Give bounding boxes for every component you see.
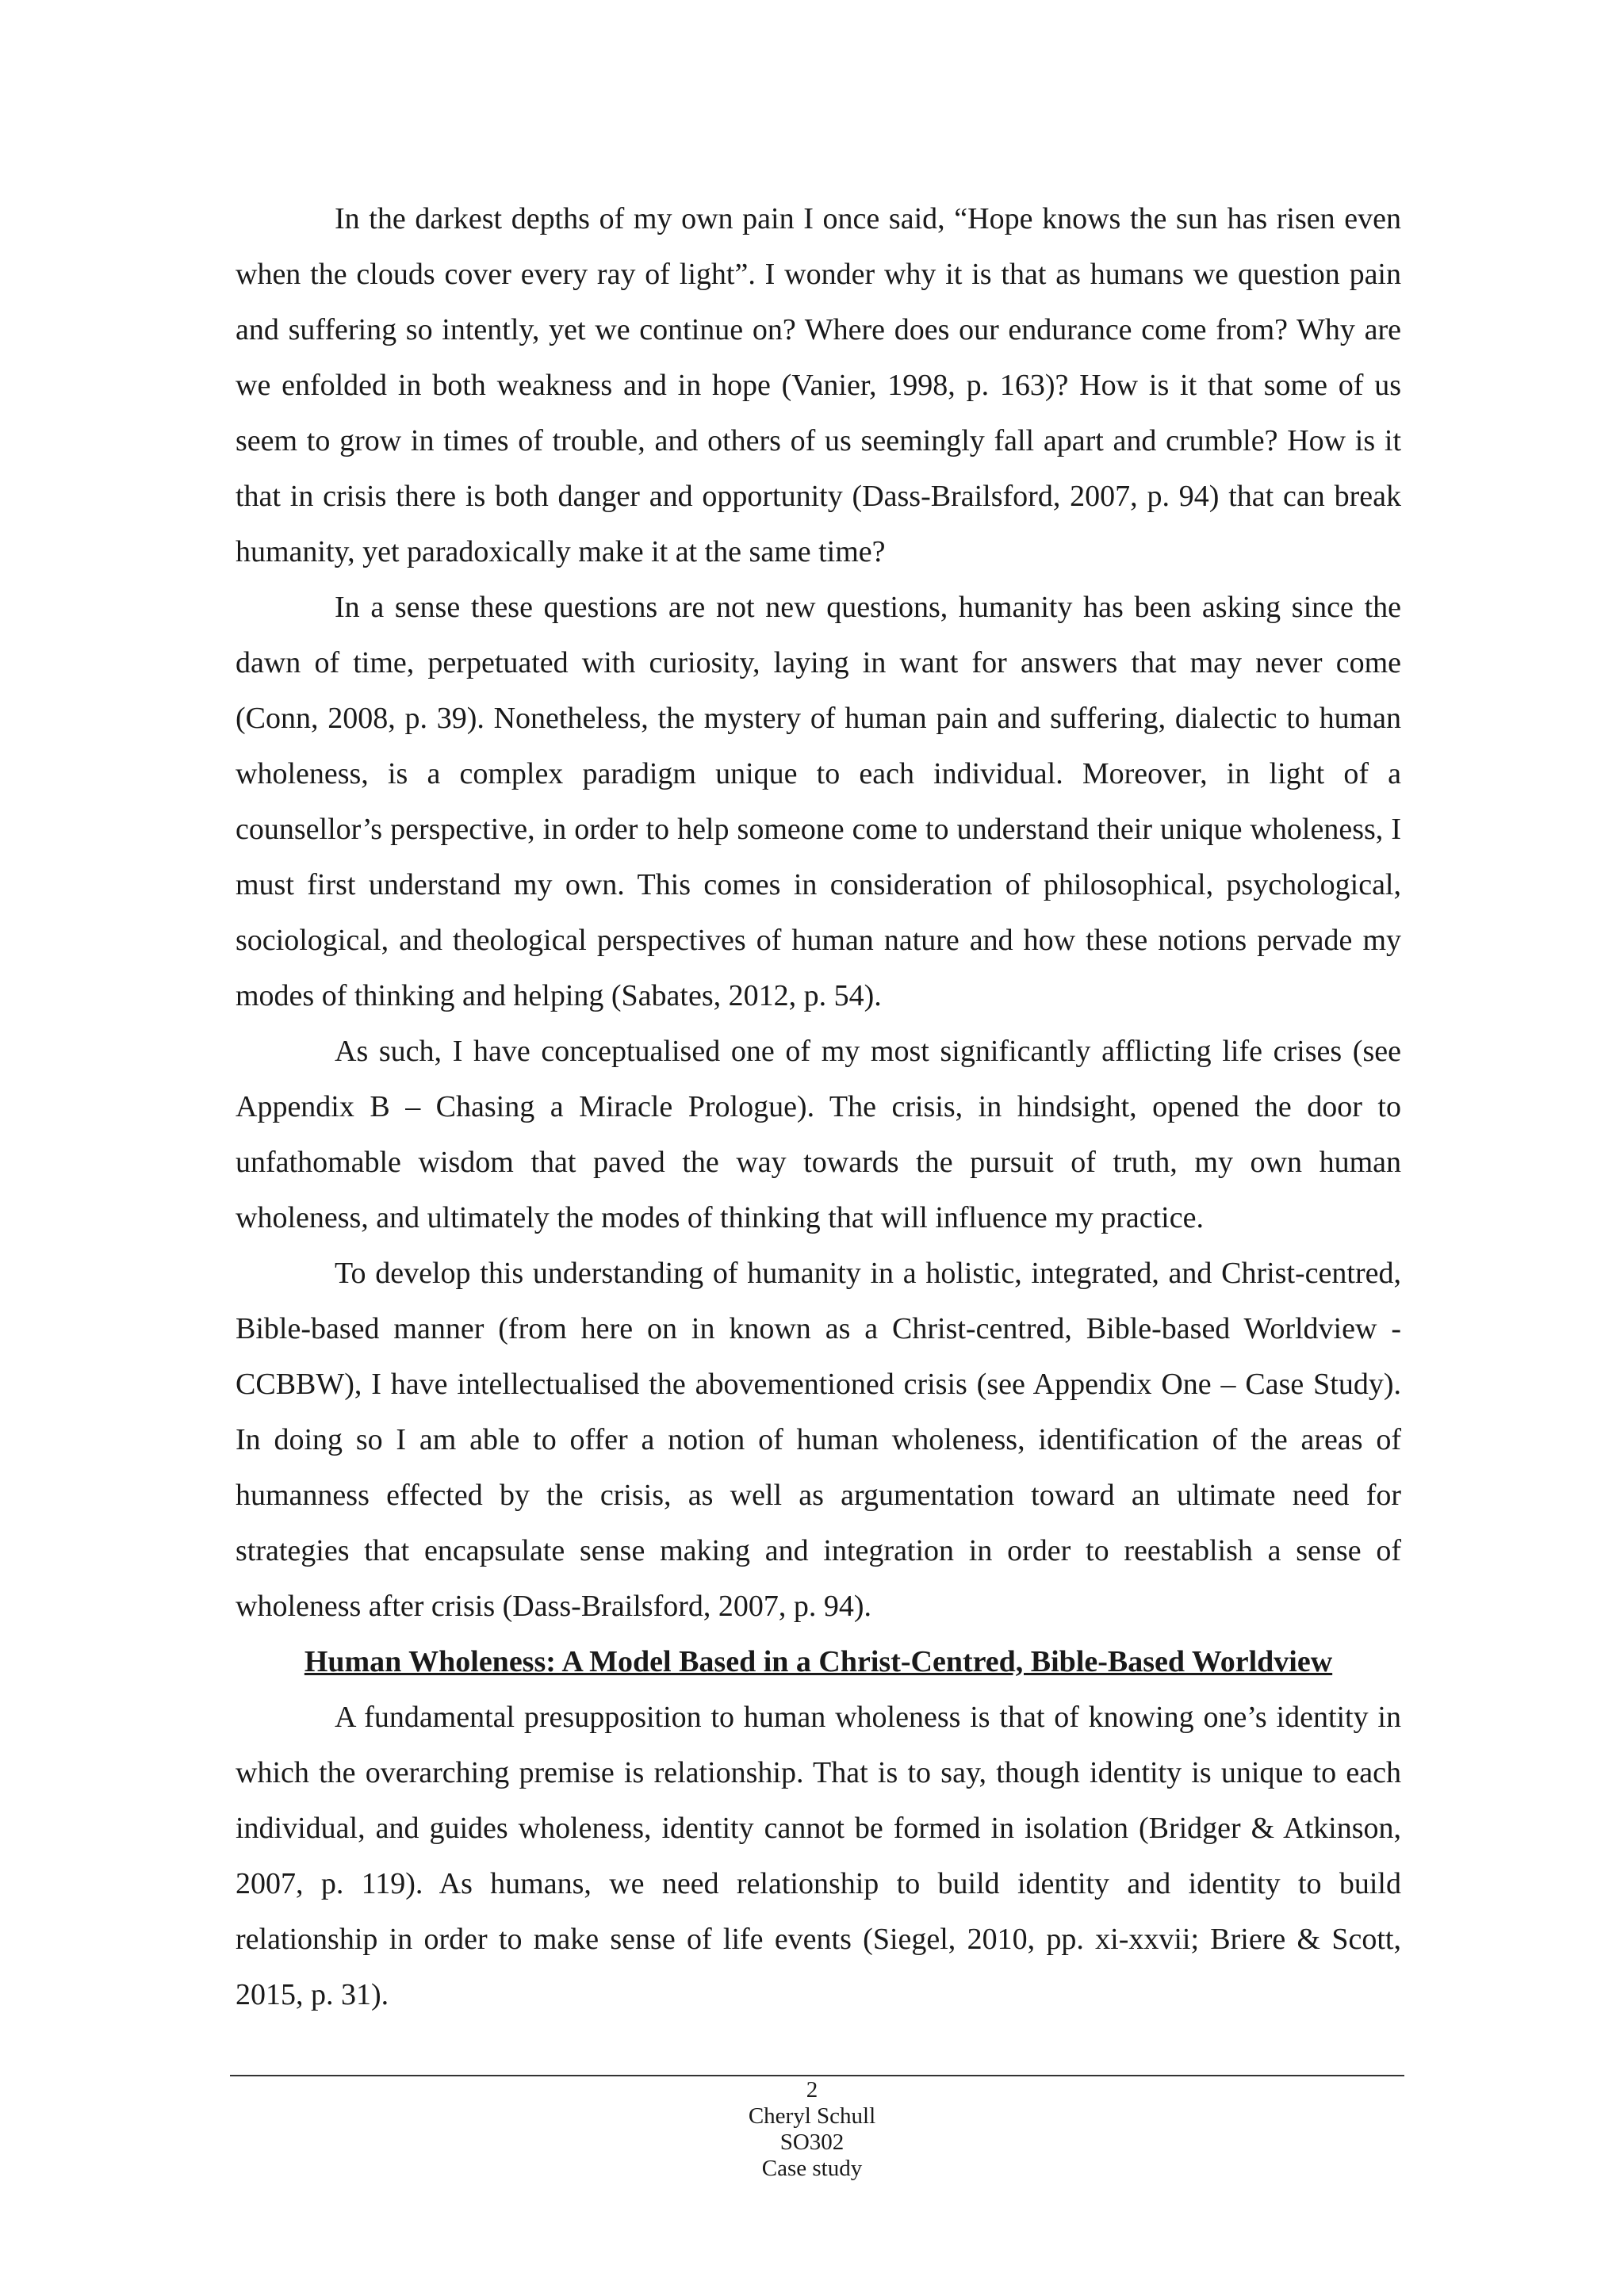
page-footer xyxy=(0,2077,1624,2182)
section-heading: Human Wholeness: A Model Based in a Christ-Centred, Bible-Based Worldview xyxy=(304,1645,1333,1678)
paragraph-5: A fundamental presupposition to human wholeness is that of knowing one’s identity in which the overarching premise is relationship. That is to say, though identity is unique to each individual, and guides wholeness, identity cannot be formed in isolation (Bridger & Atkinson, 2007, p. 119). As humans, we need relationship to build identity and identity to build relationship in order to make sense of life events (Siegel, 2010, pp. xi-xxvii; Briere & Scott, 2015, p. 31). xyxy=(236,1701,1401,2011)
footer-divider xyxy=(230,2075,1404,2076)
footer-assignment: Case study xyxy=(761,2156,863,2181)
paragraph-4: To develop this understanding of humanity in a holistic, integrated, and Christ-centred, Bible-based manner (from here on in known as a Christ-centred, Bible-based Worldview - CCBBW), I have intellectualised the abovementioned crisis (see Appendix One – Case Study). In doing so I am able to offer a notion of human wholeness, identification of the areas of humanness effected by the crisis, as well as argumentation toward an ultimate need for strategies that encapsulate sense making and integration in order to reestablish a sense of wholeness after crisis (Dass-Brailsford, 2007, p. 94). xyxy=(236,1257,1401,1623)
page-number: 2 xyxy=(806,2077,818,2103)
paragraph-2: In a sense these questions are not new questions, humanity has been asking since the dawn of time, perpetuated with curiosity, laying in want for answers that may never come (Conn, 2008, p. 39). Nonetheless, the mystery of human pain and suffering, dialectic to human wholeness, is a complex paradigm unique to each individual. Moreover, in light of a counsellor’s perspective, in order to help someone come to understand their unique wholeness, I must first understand my own. This comes in consideration of philosophical, psychological, sociological, and theological perspectives of human nature and how these notions pervade my modes of thinking and helping (Sabates, 2012, p. 54). xyxy=(236,591,1401,1012)
footer-course-code: SO302 xyxy=(779,2130,845,2155)
body-text xyxy=(236,191,1401,2022)
footer-author: Cheryl Schull xyxy=(748,2103,876,2129)
paragraph-3: As such, I have conceptualised one of my most significantly afflicting life crises (see Appendix B – Chasing a Miracle Prologue). The crisis, in hindsight, opened the door to unfathomable wisdom that paved the way towards the pursuit of truth, my own human wholeness, and ultimately the modes of thinking that will influence my practice. xyxy=(236,1035,1401,1234)
paragraph-1: In the darkest depths of my own pain I once said, “Hope knows the sun has risen even when the clouds cover every ray of light”. I wonder why it is that as humans we question pain and suffering so intently, yet we continue on? Where does our endurance come from? Why are we enfolded in both weakness and in hope (Vanier, 1998, p. 163)? How is it that some of us seem to grow in times of trouble, and others of us seemingly fall apart and crumble? How is it that in crisis there is both danger and opportunity (Dass-Brailsford, 2007, p. 94) that can break humanity, yet paradoxically make it at the same time? xyxy=(236,202,1401,568)
